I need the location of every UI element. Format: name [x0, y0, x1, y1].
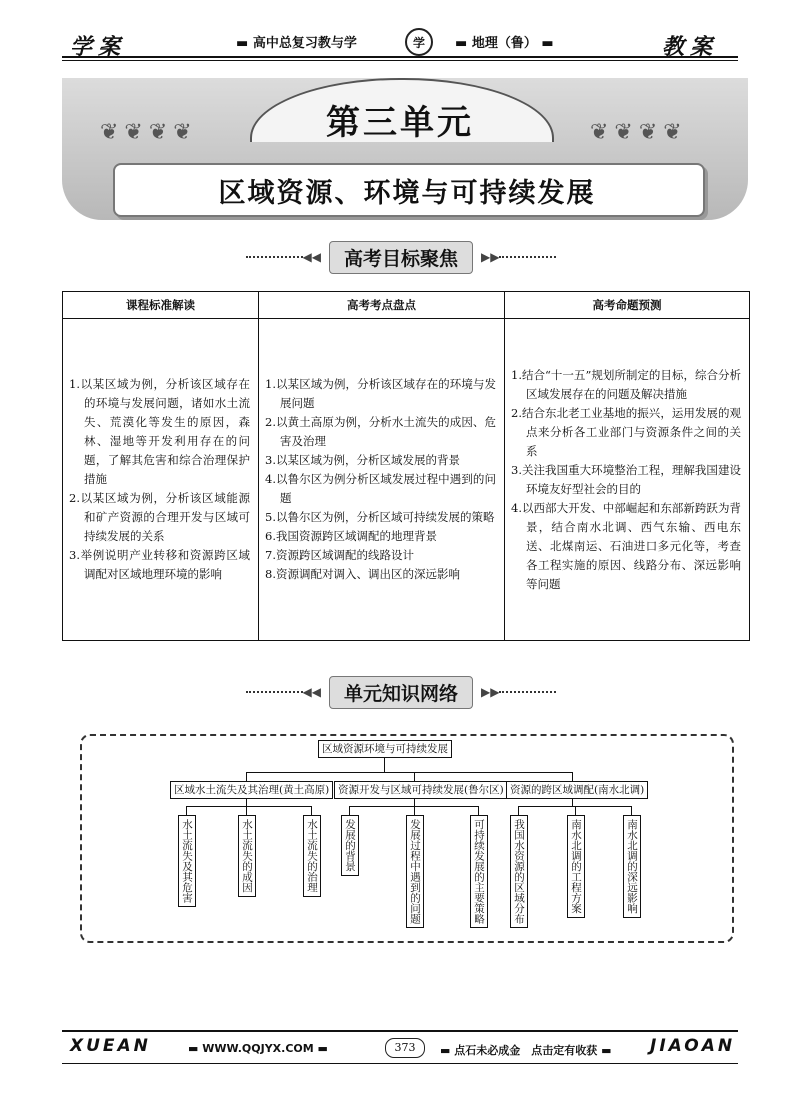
- footer-rule-bottom: [62, 1063, 738, 1064]
- footer-motto: ▬ 点石未必成金 点击定有收获 ▬: [440, 1044, 612, 1057]
- arrow-right-icon: ▶▶: [481, 685, 500, 699]
- goals-table-row: [63, 319, 750, 641]
- header-rule: [62, 56, 738, 58]
- network-leaf-node: 发展过程中遇到的问题: [406, 815, 424, 928]
- header-series: ▬ 高中总复习教与学: [236, 36, 357, 51]
- list-item: 6.我国资源跨区域调配的地理背景: [265, 529, 437, 543]
- dotted-rule: [246, 256, 303, 258]
- network-branch-node: 区域水土流失及其治理(黄土高原): [170, 781, 333, 799]
- network-leaf-node: 我国水资源的区域分布: [510, 815, 528, 928]
- dotted-rule: [499, 691, 556, 693]
- connector-line: [246, 772, 573, 773]
- column-header: 课程标准解读: [63, 292, 259, 319]
- list-item: 2.以黄土高原为例，分析水土流失的成因、危害及治理: [265, 415, 496, 448]
- goals-table-header-row: [63, 292, 750, 319]
- exam-points-list: [265, 375, 496, 584]
- header-rule-thin: [62, 60, 738, 61]
- predictions-cell: [505, 319, 750, 641]
- section-heading-network: [246, 678, 556, 706]
- logo-glyph: 学: [412, 35, 425, 50]
- header-right-corner: 教案: [662, 34, 719, 60]
- network-leaf-node: 水土流失的成因: [238, 815, 256, 897]
- footer-motto-text: 点石未必成金 点击定有收获: [454, 1044, 598, 1057]
- list-item: 2.以某区域为例，分析该区域能源和矿产资源的合理开发与区域可持续发展的关系: [69, 491, 250, 543]
- list-item: 3.关注我国重大环境整治工程，理解我国建设环境友好型社会的目的: [511, 462, 741, 496]
- list-item: 5.以鲁尔区为例，分析区域可持续发展的策略: [265, 510, 495, 524]
- page-number: 373: [385, 1038, 425, 1058]
- column-header: 高考考点盘点: [259, 292, 505, 319]
- curriculum-list: [69, 375, 250, 584]
- predictions-list: [511, 366, 741, 594]
- arrow-left-icon: ◀◀: [302, 685, 321, 699]
- header-left-corner: 学案: [70, 34, 127, 60]
- list-item: 2.结合东北老工业基地的振兴，运用发展的观点来分析各工业部门与资源条件之间的关系: [511, 405, 741, 458]
- network-leaf-node: 水土流失的治理: [303, 815, 321, 897]
- dotted-rule: [499, 256, 556, 258]
- leaf-ornament-right-icon: ❦❦❦❦: [590, 120, 688, 145]
- leaf-ornament-left-icon: ❦❦❦❦: [100, 120, 198, 145]
- exam-points-cell: [259, 319, 505, 641]
- header-subject-text: 地理（鲁）: [471, 36, 537, 51]
- list-item: 3.举例说明产业转移和资源跨区域调配对区域地理环境的影响: [69, 548, 250, 581]
- column-header: 高考命题预测: [505, 292, 750, 319]
- section-heading-goals: [246, 243, 556, 271]
- network-leaf-node: 可持续发展的主要策略: [470, 815, 488, 928]
- network-root-node: 区域资源环境与可持续发展: [318, 740, 452, 758]
- header-subject: ▬ 地理（鲁） ▬: [455, 36, 554, 51]
- publisher-logo-icon: [405, 28, 433, 56]
- list-item: 3.以某区域为例，分析区域发展的背景: [265, 453, 460, 467]
- unit-subtitle: 区域资源、环境与可持续发展: [218, 178, 596, 209]
- footer-left-corner: XUEAN: [70, 1036, 151, 1056]
- curriculum-cell: [63, 319, 259, 641]
- connector-line: [246, 772, 247, 781]
- list-item: 8.资源调配对调入、调出区的深远影响: [265, 567, 460, 581]
- footer-url-text: WWW.QQJYX.COM: [202, 1042, 314, 1055]
- network-branch-node: 资源的跨区域调配(南水北调): [506, 781, 648, 799]
- network-leaf-node: 南水北调的工程方案: [567, 815, 585, 918]
- list-item: 4.以西部大开发、中部崛起和东部新跨跃为背景，结合南水北调、西气东输、西电东送、北煤南运、石油进口多元化等，考查各工程实施的原因、线路分布、深远影响等问题: [511, 500, 741, 591]
- footer-url: ▬ WWW.QQJYX.COM ▬: [188, 1042, 328, 1055]
- list-item: 1.以某区域为例，分析该区域存在的环境与发展问题，诸如水土流失、荒漠化等发生的原因，森林、湿地等开发利用存在的问题，了解其危害和综合治理保护措施: [69, 377, 250, 486]
- connector-line: [572, 772, 573, 781]
- footer-rule: [62, 1030, 738, 1032]
- footer-right-corner: JIAOAN: [650, 1036, 736, 1056]
- dotted-rule: [246, 691, 303, 693]
- goals-table: [62, 291, 750, 641]
- list-item: 4.以鲁尔区为例分析区域发展过程中遇到的问题: [265, 472, 496, 505]
- network-leaf-node: 发展的背景: [341, 815, 359, 876]
- list-item: 7.资源跨区域调配的线路设计: [265, 548, 414, 562]
- list-item: 1.以某区域为例，分析该区域存在的环境与发展问题: [265, 377, 496, 410]
- network-leaf-node: 南水北调的深远影响: [623, 815, 641, 918]
- list-item: 1.结合“十一五”规划所制定的目标，综合分析区域发展存在的问题及解决措施: [511, 367, 741, 401]
- connector-line: [414, 772, 415, 781]
- connector-line: [384, 756, 385, 772]
- section-goals-label: 高考目标聚焦: [329, 241, 473, 274]
- network-leaf-node: 水土流失及其危害: [178, 815, 196, 907]
- header-series-text: 高中总复习教与学: [252, 36, 357, 51]
- network-branch-node: 资源开发与区域可持续发展(鲁尔区): [334, 781, 508, 799]
- arrow-right-icon: ▶▶: [481, 250, 500, 264]
- section-network-label: 单元知识网络: [329, 676, 473, 709]
- arrow-left-icon: ◀◀: [302, 250, 321, 264]
- unit-title: 第三单元: [326, 103, 474, 143]
- connector-line: [186, 806, 312, 807]
